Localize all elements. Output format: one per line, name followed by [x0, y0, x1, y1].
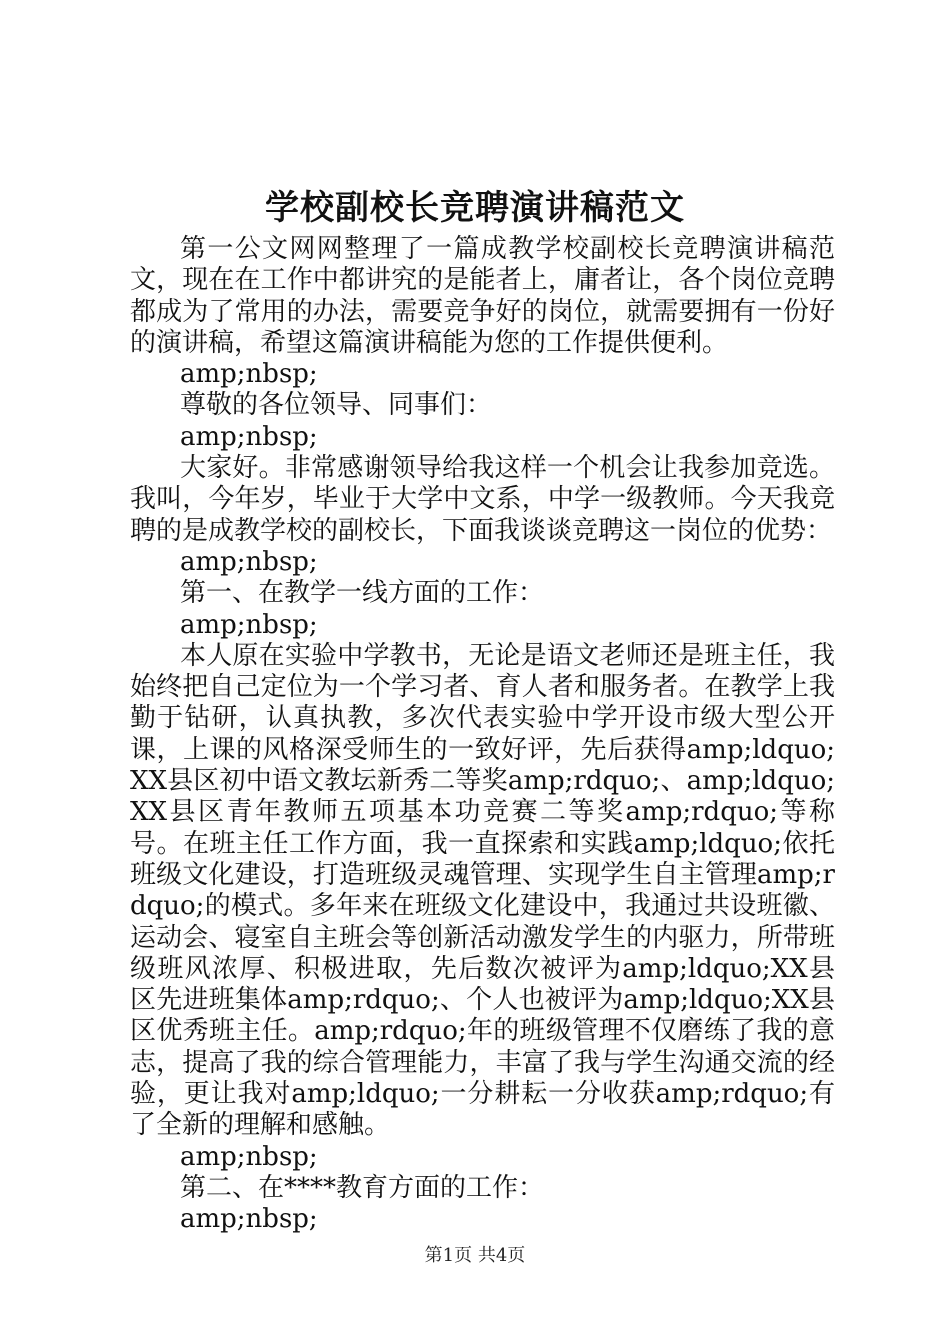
paragraph-section-1-heading: 第一、在教学一线方面的工作：	[180, 578, 545, 609]
paragraph-section-1-body: 本人原在实验中学教书，无论是语文老师还是班主任，我始终把自己定位为一个学习者、育人者和服务者。在教学上我勤于钻研，认真执教，多次代表实验中学开设市级大型公开课，上课的风格深受师生的一致好评，先后获得amp;ldquo;XX县区初中语文教坛新秀二等奖amp;rdquo;、amp;ldquo;XX县区青年教师五项基本功竞赛二等奖amp;rdquo;等称号。在班主任工作方面，我一直探索和实践amp;ldquo;依托班级文化建设，打造班级灵魂管理、实现学生自主管理amp;rdquo;的模式。多年来在班级文化建设中，我通过共设班徽、运动会、寝室自主班会等创新活动激发学生的内驱力，所带班级班风浓厚、积极进取，先后数次被评为amp;ldquo;XX县区先进班集体amp;rdquo;、个人也被评为amp;ldquo;XX县区优秀班主任。amp;rdquo;年的班级管理不仅磨练了我的意志，提高了我的综合管理能力，丰富了我与学生沟通交流的经验，更让我对amp;ldquo;一分耕耘一分收获amp;rdquo;有了全新的理解和感触。	[130, 640, 835, 1141]
document-title: 学校副校长竞聘演讲稿范文	[265, 188, 685, 228]
document-body	[130, 234, 835, 1236]
paragraph-intro: 第一公文网网整理了一篇成教学校副校长竞聘演讲稿范文，现在在工作中都讲究的是能者上，庸者让，各个岗位竞聘都成为了常用的办法，需要竞争好的岗位，就需要拥有一份好的演讲稿，希望这篇演讲稿能为您的工作提供便利。	[130, 234, 835, 358]
page-footer: 第1页 共4页	[424, 1245, 526, 1266]
paragraph-nbsp: amp;nbsp;	[180, 1204, 318, 1235]
paragraph-section-2-heading: 第二、在****教育方面的工作：	[180, 1172, 545, 1203]
paragraph-nbsp: amp;nbsp;	[180, 609, 318, 640]
paragraph-nbsp: amp;nbsp;	[180, 546, 318, 577]
paragraph-nbsp: amp;nbsp;	[180, 1141, 318, 1172]
paragraph-salutation: 尊敬的各位领导、同事们：	[180, 390, 493, 421]
paragraph-nbsp: amp;nbsp;	[180, 421, 318, 452]
paragraph-nbsp: amp;nbsp;	[180, 359, 318, 390]
paragraph-greeting: 大家好。非常感谢领导给我这样一个机会让我参加竞选。我叫，今年岁，毕业于大学中文系，中学一级教师。今天我竞聘的是成教学校的副校长，下面我谈谈竞聘这一岗位的优势：	[130, 453, 835, 546]
